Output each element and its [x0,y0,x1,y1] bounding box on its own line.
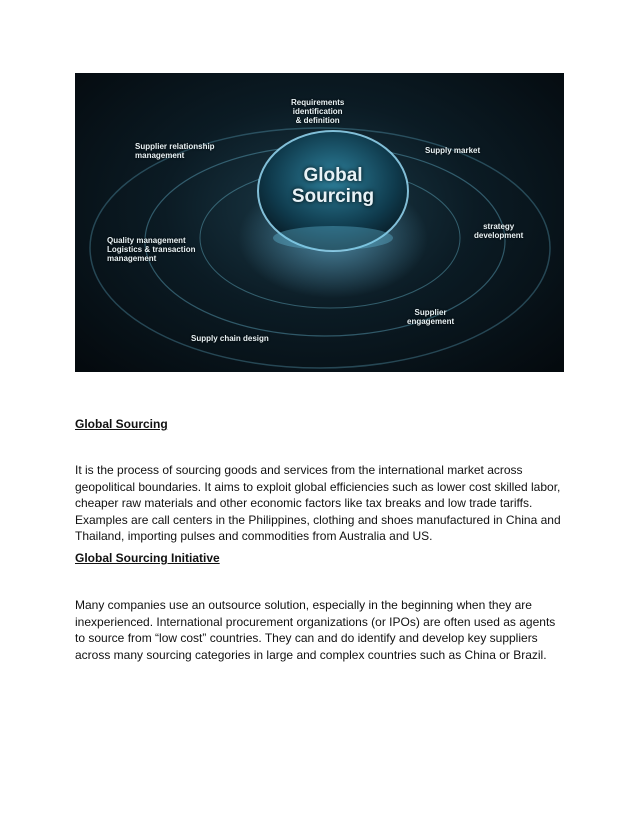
label-requirements: Requirements identification & definition [291,98,345,125]
section-heading-initiative: Global Sourcing Initiative [75,551,220,565]
label-quality-management: Quality management Logistics & transaction management [107,236,196,263]
label-supply-chain-design: Supply chain design [191,334,269,343]
label-supplier-relationship: Supplier relationship management [135,142,215,160]
section-body-initiative: Many companies use an outsource solution, especially in the beginning when they are inexperienced. International procurement organizations (or IPOs) are often used as agents to source from “low cost” countries. They can and do identify and develop key suppliers across many sourcing categories in large and complex countries such as China or Brazil. [75,598,556,662]
label-strategy-development: strategy development [474,222,524,240]
global-sourcing-diagram [75,73,564,372]
label-supplier-engagement: Supplier engagement [407,308,455,326]
section-heading-global-sourcing: Global Sourcing [75,417,168,431]
section-body-global-sourcing: It is the process of sourcing goods and services from the international market across geopolitical boundaries. It aims to exploit global efficiencies such as lower cost skilled labor, cheaper raw materials and other economic factors like tax breaks and low trade tariffs. Examples are call centers in the Philippines, clothing and shoes manufactured in China and Thailand, importing pulses and commodities from Australia and US. [75,463,561,543]
label-supply-market: Supply market [425,146,481,155]
hub-title: Global Sourcing [291,165,375,207]
